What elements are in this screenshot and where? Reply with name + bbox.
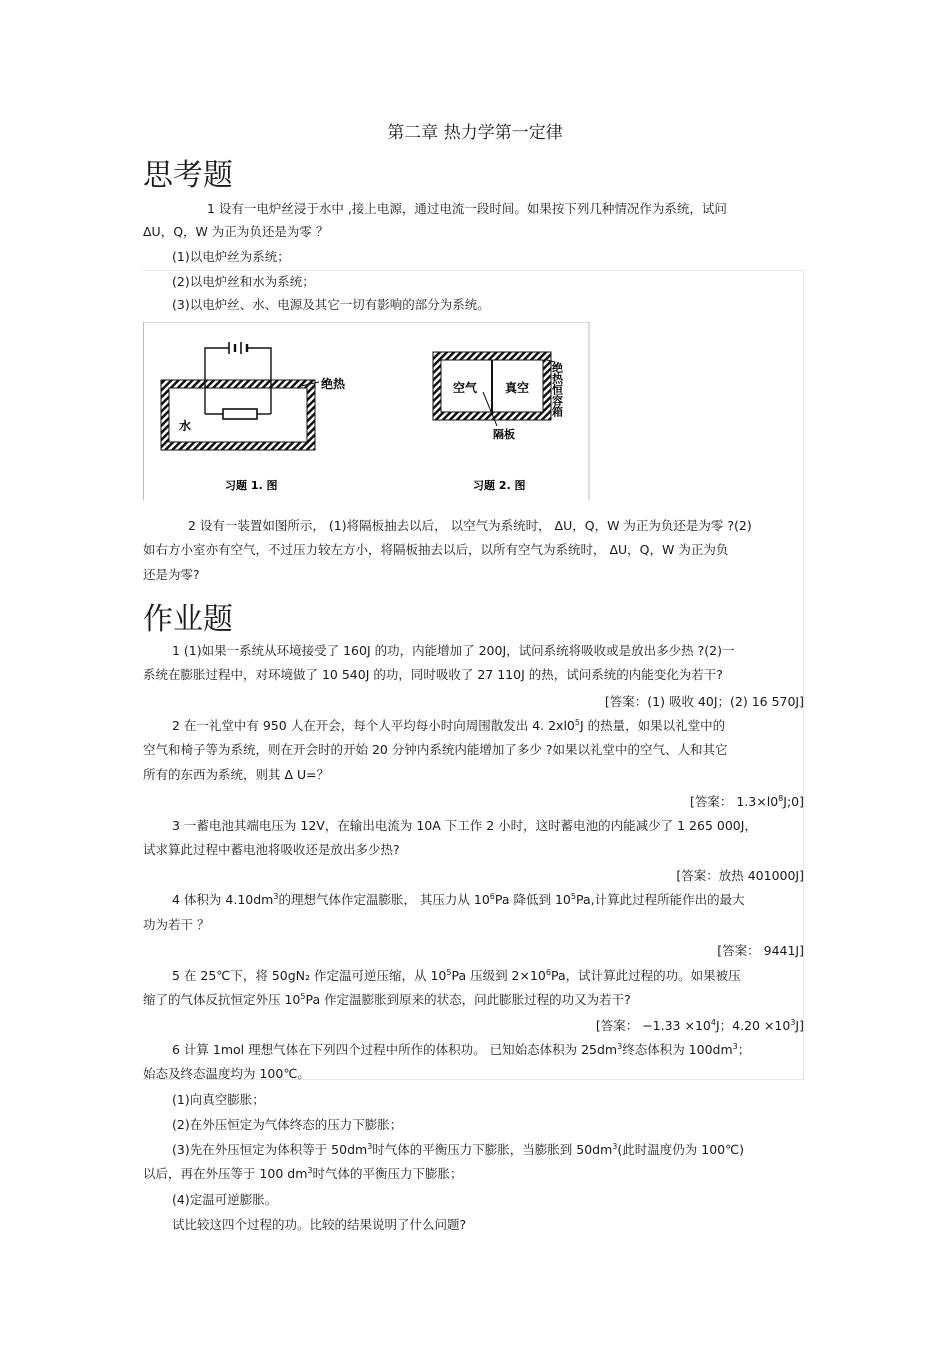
figure2-air-label: 空气	[453, 381, 478, 395]
q1-line2: ΔU，Q，W 为正为负还是为零 ？	[143, 224, 329, 239]
figure2-apparatus	[433, 352, 555, 426]
p6-option-1: (1)向真空膨胀；	[172, 1092, 265, 1107]
figure2-box-label: 绝热恒容箱	[550, 362, 564, 417]
q2-line3: 还是为零?	[143, 567, 200, 582]
p1-answer: [答案：(1) 吸收 40J；(2) 16 570J]	[604, 694, 804, 709]
figure1-caption: 习题 1. 图	[225, 479, 278, 492]
p4-answer: [答案： 9441J]	[717, 943, 804, 958]
p5-answer: [答案： $-1.33 \times 10^4J$；$4.20 \times 10^3J$]	[595, 1017, 804, 1033]
p6-option-3: (3)先在外压恒定为体积等于 $50dm^3$时气体的平衡压力下膨胀，当膨胀到 $50dm^3$(此时温度仍为 100℃)	[172, 1141, 745, 1157]
figure1-apparatus	[161, 342, 319, 450]
figure-panel	[143, 322, 590, 500]
q1-line1: 1 设有一电炉丝浸于水中 ,接上电源，通过电流一段时间。如果按下列几种情况作为系统，试问	[207, 201, 727, 216]
p6-option-4: (4)定温可逆膨胀。	[172, 1192, 278, 1207]
p2-line2: 空气和椅子等为系统，则在开会时的开始 20 分钟内系统内能增加了多少 ?如果以礼堂中的空气、人和其它	[143, 742, 728, 757]
q1-option-3: (3)以电炉丝、水、电源及其它一切有影响的部分为系统。	[172, 297, 490, 312]
p4-line2: 功为若干 ？	[143, 917, 210, 932]
p3-line1: 3 一蓄电池其端电压为 12V，在输出电流为 10A 下工作 2 小时，这时蓄电池的内能减少了 1 265 000J，	[172, 818, 757, 833]
p4-line1: 4 体积为 $4.10dm^3$的理想气体作定温膨胀， 其压力从 $10^6Pa$ 降低到 $10^5Pa$,计算此过程所能作出的最大	[172, 891, 745, 907]
p5-line2: 缩了的气体反抗恒定外压 $10^5Pa$ 作定温膨胀到原来的状态，问此膨胀过程的功又为若干?	[143, 991, 631, 1007]
figure2-partition-label: 隔板	[493, 428, 515, 441]
p2-answer: [答案： $1.3\times l0^8J;0$]	[690, 793, 804, 809]
figure2-caption: 习题 2. 图	[473, 479, 526, 492]
q2-line1: 2 设有一装置如图所示， (1)将隔板抽去以后， 以空气为系统时， ΔU，Q，W 为正为负还是为零 ?(2)	[188, 518, 752, 533]
p1-line1: 1 (1)如果一系统从环境接受了 160J 的功，内能增加了 200J，试问系统将吸收或是放出多少热 ?(2)一	[172, 643, 735, 658]
q2-line2: 如右方小室亦有空气，不过压力较左方小，将隔板抽去以后，以所有空气为系统时， ΔU，Q，W 为正为负	[143, 542, 729, 557]
figure1-water-label: 水	[179, 419, 192, 433]
p6-line1: 6 计算 1mol 理想气体在下列四个过程中所作的体积功。 已知始态体积为 $25dm^3$终态体积为 $100dm^3$；	[172, 1041, 751, 1057]
section-heading-thinking: 思考题	[143, 158, 233, 193]
p5-line1: 5 在 25℃下，将 50gN₂ 作定温可逆压缩，从 $10^5Pa$ 压级到 $2\times 10^6Pa$，试计算此过程的功。如果被压	[172, 967, 741, 983]
chapter-title: 第二章 热力学第一定律	[387, 123, 563, 143]
p6-option-2: (2)在外压恒定为气体终态的压力下膨胀；	[172, 1117, 403, 1132]
p6-closing-question: 试比较这四个过程的功。比较的结果说明了什么问题?	[172, 1217, 467, 1232]
figure2-vacuum-label: 真空	[505, 381, 530, 395]
p3-answer: [答案：放热 401000J]	[676, 868, 804, 883]
q1-option-1: (1)以电炉丝为系统；	[172, 249, 290, 264]
p6-line2: 始态及终态温度均为 100℃。	[143, 1066, 310, 1081]
p2-line3: 所有的东西为系统，则其 Δ U=？	[143, 767, 330, 782]
p2-line1: 2 在一礼堂中有 950 人在开会，每个人平均每小时向周围散发出 4. $2xl0^5J$ 的热量，如果以礼堂中的	[172, 717, 726, 733]
section-heading-homework: 作业题	[143, 602, 233, 637]
p3-line2: 试求算此过程中蓄电池将吸收还是放出多少热?	[143, 842, 400, 857]
figure1-insulation-label: 绝热	[321, 377, 346, 391]
p6-option-3-cont: 以后，再在外压等于 100 $dm^3$时气体的平衡压力下膨胀；	[143, 1165, 463, 1181]
p1-line2: 系统在膨胀过程中，对环境做了 10 540J 的功，同时吸收了 27 110J 的热，试问系统的内能变化为若干?	[143, 667, 723, 682]
figure-drawing	[143, 322, 590, 500]
q1-option-2: (2)以电炉丝和水为系统；	[172, 274, 315, 289]
